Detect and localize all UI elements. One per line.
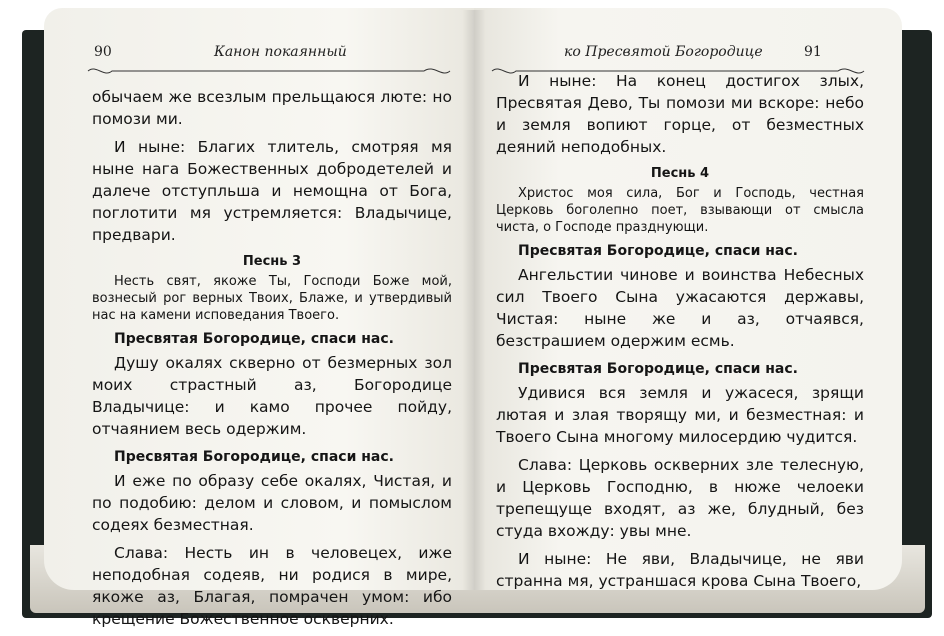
refrain: Пресвятая Богородице, спаси нас. [518, 243, 798, 259]
paragraph: Слава: Несть ин в человецех, иже неподобная содеяв, ни родися в мире, якоже аз, Благая, помрачен умом: ибо крещение Божественное оскверних. [92, 544, 452, 628]
refrain: Пресвятая Богородице, спаси нас. [114, 331, 394, 347]
left-page-header [94, 44, 454, 66]
right-page-header [504, 44, 864, 66]
paragraph: обычаем же всезлым прельщаюся люте: но помози ми. [92, 88, 452, 128]
irmos-text: Несть свят, якоже Ты, Господи Боже мой, вознесый рог верных Твоих, Блаже, и утвердивый нас на камени исповедания Твоего. [92, 274, 452, 323]
left-header-ornament [84, 64, 454, 78]
right-page-body [496, 70, 864, 598]
song-heading: Песнь 3 [242, 254, 302, 269]
paragraph: Душу окалях скверно от безмерных зол моих страстный аз, Богородице Владычице: и камо прочее пойду, отчаянием весь одержим. [92, 354, 452, 438]
left-page-number: 90 [94, 44, 112, 60]
left-page [44, 8, 474, 628]
song-heading: Песнь 4 [650, 166, 710, 181]
paragraph: И ныне: Благих тлитель, смотряя мя ныне нага Божественных добродетелей и далече отступльша и немощна от Бога, поглотити мя устремляется: Владычице, предвари. [92, 138, 452, 244]
irmos-text: Христос моя сила, Бог и Господь, честная Церковь боголепно поет, взывающи от смысла чиста, о Господе празднующи. [496, 186, 864, 235]
paragraph: Ангельстии чинове и воинства Небесных сил Твоего Сына ужасаются державы, Чистая: ныне же и аз, отчаявся, безстрашием одержим есмь. [496, 266, 864, 350]
refrain: Пресвятая Богородице, спаси нас. [114, 449, 394, 465]
paragraph: Удивися вся земля и ужасеся, зрящи лютая и злая творящу ми, и безместная: и Твоего Сына многому милосердию чудится. [496, 384, 864, 446]
left-page-body [92, 86, 452, 636]
left-running-title: Канон покаянный [214, 44, 347, 60]
right-running-title: ко Пресвятой Богородице [564, 44, 763, 60]
refrain: Пресвятая Богородице, спаси нас. [518, 361, 798, 377]
right-page [474, 8, 902, 590]
spine-shadow [462, 10, 486, 590]
right-page-number: 91 [804, 44, 822, 60]
paragraph: Слава: Церковь оскверних зле телесную, и Церковь Господню, в нюже челоеки трепещуще входят, аз же, блудный, без студа вхожду: увы мне. [496, 456, 864, 540]
paragraph: И ныне: На конец достигох злых, Пресвятая Дево, Ты помози ми вскоре: небо и земля вопиют горце, от безместных деяний неподобных. [496, 72, 864, 156]
paragraph: И ныне: Не яви, Владычице, не яви странна мя, устраншася крова Сына Твоего, [496, 550, 864, 590]
paragraph: И еже по образу себе окалях, Чистая, и по подобию: делом и словом, и помыслом содеях безместная. [92, 472, 452, 534]
